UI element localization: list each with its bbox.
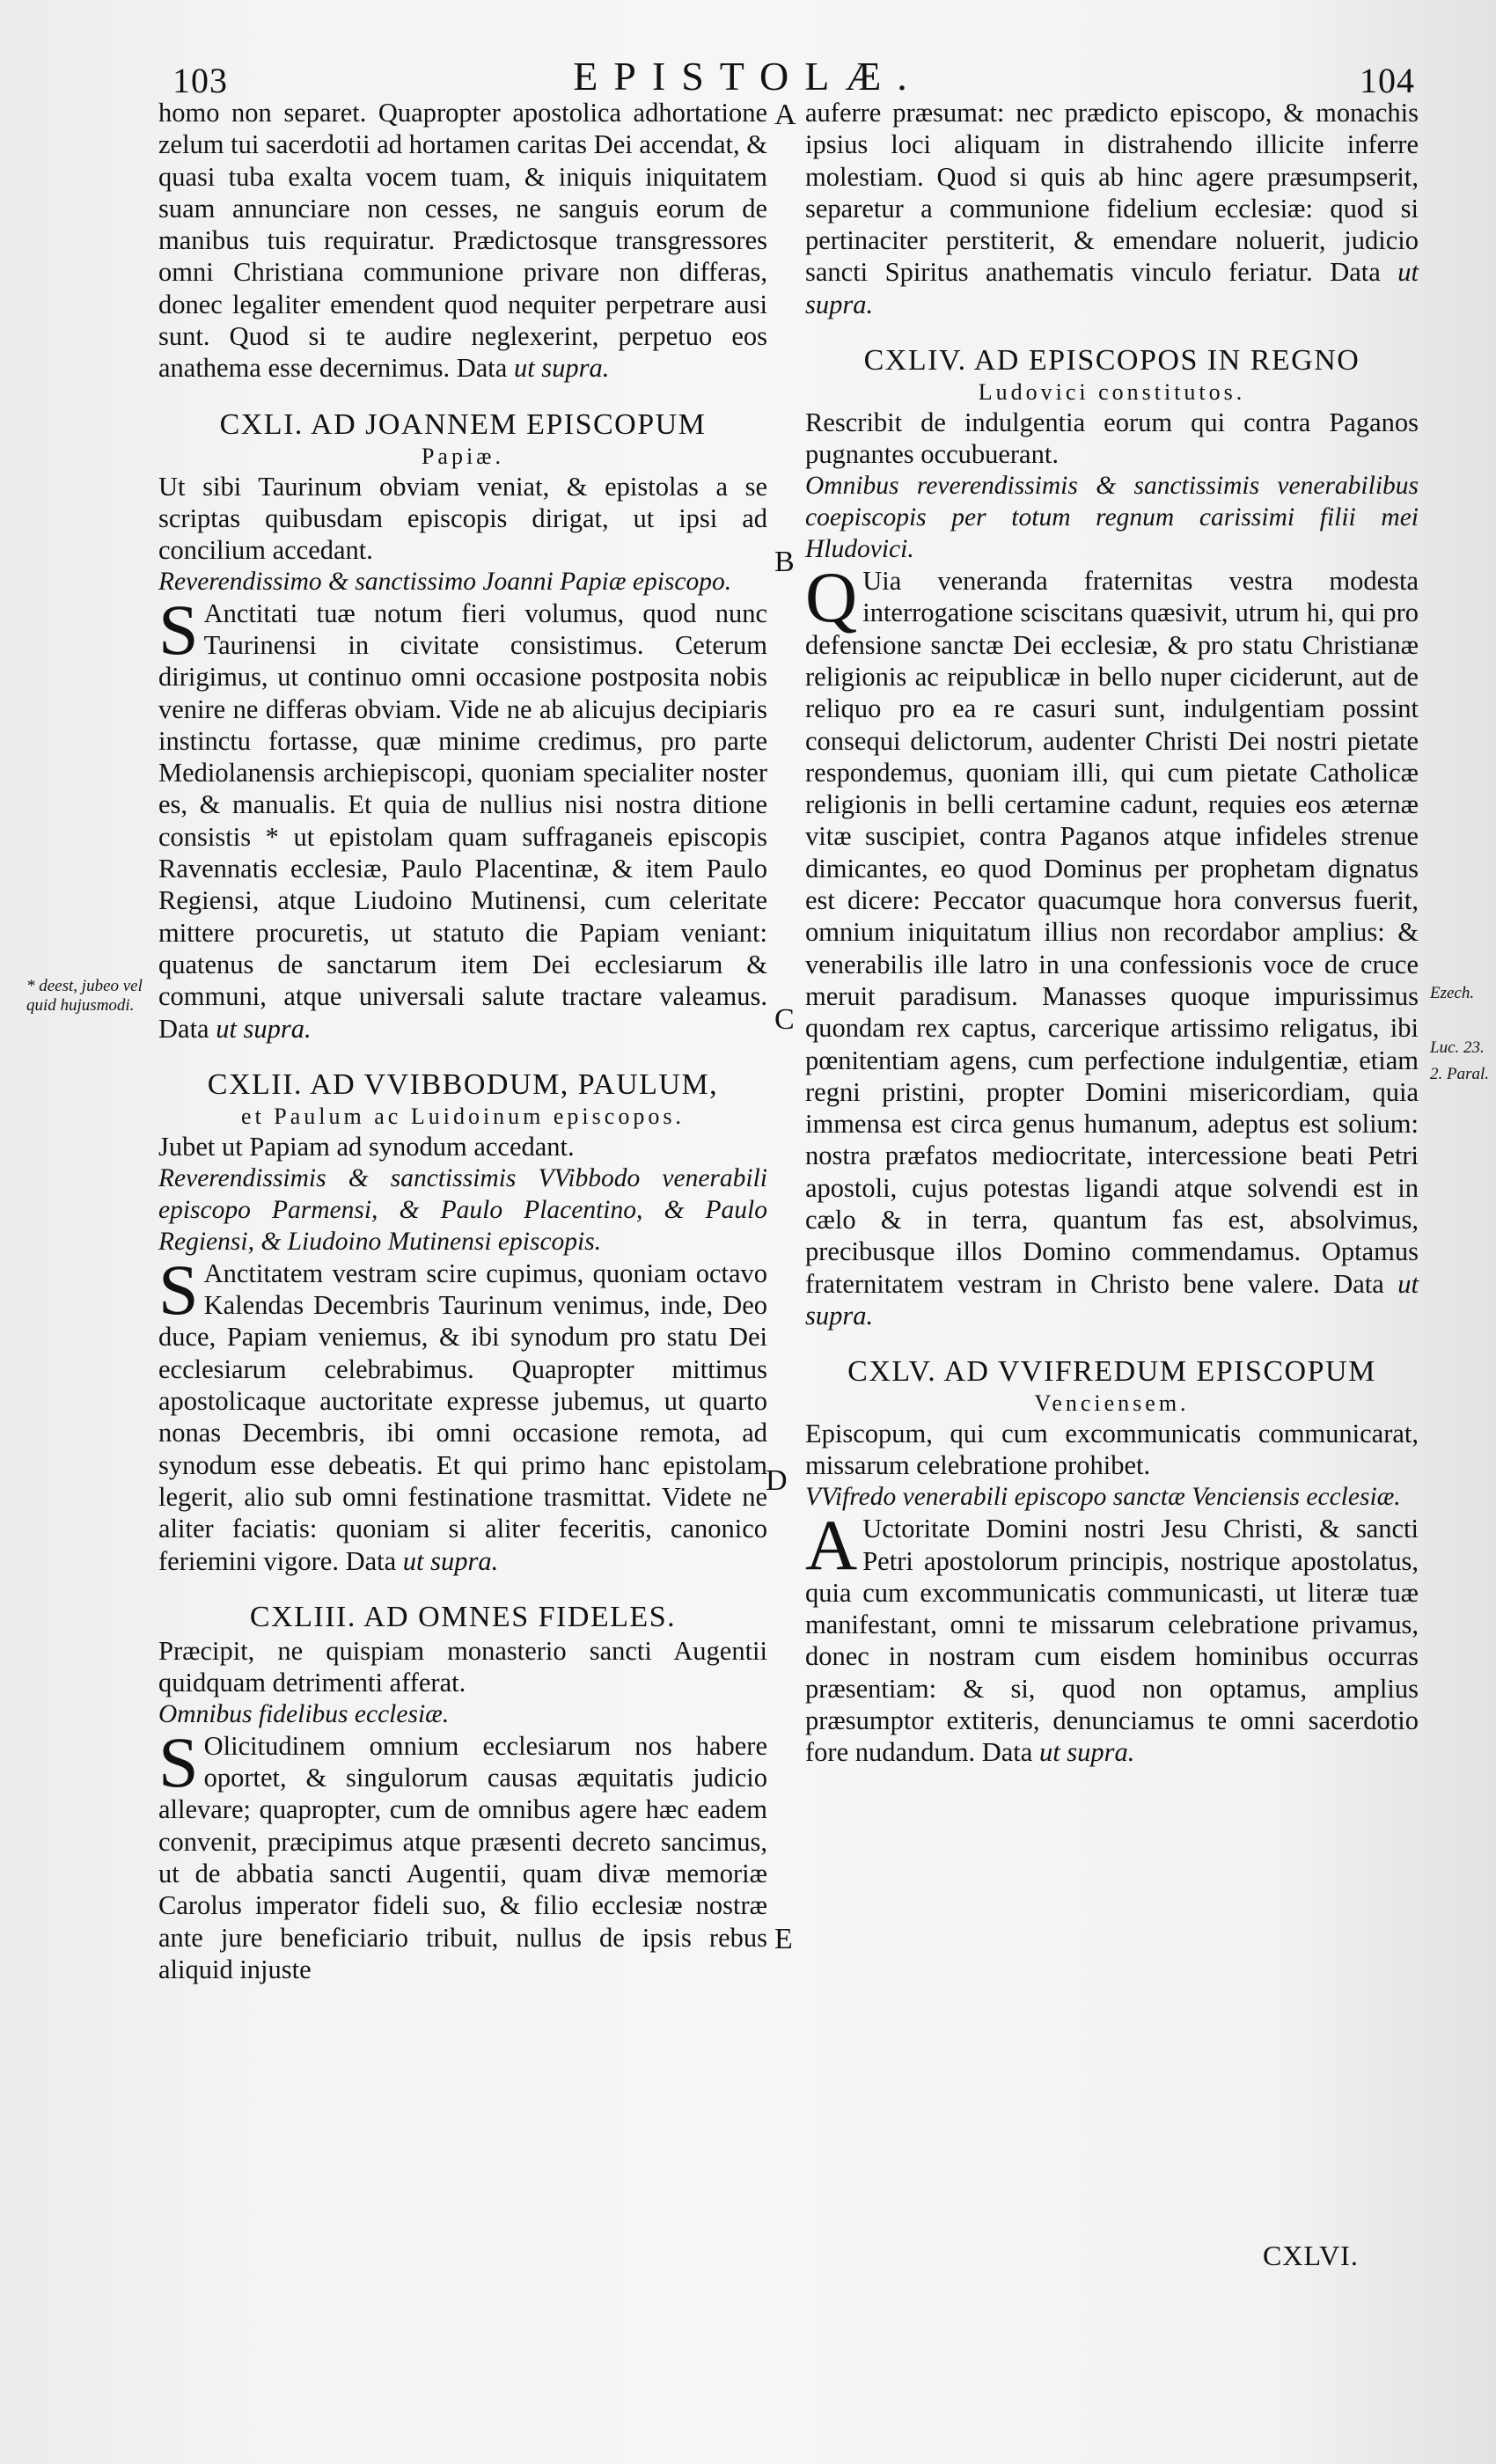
page-number-right: 104 xyxy=(1360,61,1415,100)
letter-heading: CXLIV. AD EPISCOPOS IN REGNO Ludovici constitutos. xyxy=(805,343,1419,407)
margin-ref-ezech: Ezech. xyxy=(1430,984,1475,1002)
continued-text: homo non separet. Quapropter apostolica adhortatione zelum tui sacerdotii ad hortamen caritas Dei accendat, & quasi tuba exalta vocem tuam, & iniquis iniquitatem suam annunciare non cesses, ne sanguis eorum de manibus tuis requiratur. Prædictosque transgressores omni Christiana communione privare non differas, donec legaliter emendent quod nequiter perpetrare ausi sunt. Quod si te audire neglexerint, perpetuo eos anathema esse decernimus. Data ut supra. xyxy=(158,98,767,384)
letter-body: Q Uia veneranda fraternitas vestra modesta interrogatione sciscitans quæsivit, utrum hi, qui pro defensione sanctæ Dei ecclesiæ, & pro statu Christianæ religionis ac reipublicæ in bello nuper ciciderunt, aut de reliquo pro ea re casuri sunt, indulgentiam possint consequi delictorum, audenter Christi Dei nostri pietate respondemus, quoniam illi, qui cum pietate Catholicæ religionis in belli certamine cadunt, requies eos æternæ vitæ suscipiet, contra Paganos atque infideles strenue dimicantes, eo quod Dominus per prophetam dignatus est dicere: Peccator quacumque hora conversus fuerit, omnium iniquitatum illius non recordabor amplius: & venerabilis ille latro in una confessionis voce de cruce meruit paradisum. Manasses quoque impurissimus quondam rex captus, carcerique artissimo religatus, ibi pœnitentiam agens, cum perfectione indulgentiæ, etiam regni pristini, propter Domini misericordiam, quia immensa est circa genus humanum, adeptus est solium: nostra præfatos mediocritate, intercessione beati Petri apostoli, cujus potestas ligandi atque solvendi est in cælo & in terra, quantum fas est, absolvimus, precibusque illos Domino commendamus. Optamus fraternitatem vestram in Christo bene valere. Data ut supra. xyxy=(805,557,1419,1331)
data-formula: ut supra. xyxy=(805,257,1419,319)
letter-heading: CXLI. AD JOANNEM EPISCOPUM Papiæ. xyxy=(158,407,767,471)
drop-cap: S xyxy=(158,1721,199,1802)
drop-cap: S xyxy=(158,1249,199,1330)
section-letter-a: A xyxy=(774,99,796,131)
section-letter-d: D xyxy=(766,1464,788,1497)
letter-subheading: Ludovici constitutos. xyxy=(978,379,1246,406)
letter-summary: Jubet ut Papiam ad synodum accedant. xyxy=(158,1131,575,1162)
data-formula: ut supra. xyxy=(402,1545,499,1576)
letter-subheading: Venciensem. xyxy=(1034,1390,1190,1417)
letter-address: Reverendissimo & sanctissimo Joanni Papiæ episcopo. xyxy=(158,567,732,596)
margin-note: * deest, jubeo vel quid hujusmodi. xyxy=(26,977,143,1015)
letter-body: S Anctitatem vestram scire cupimus, quoniam octavo Kalendas Decembris Taurinum venimus, inde, Deo duce, Papiam veniemus, & ibi synodum pro statu Dei ecclesiarum celebrabimus. Quapropter mittimus apostolicaque auctoritate expresse jubemus, ut quarto nonas Decembris, ibi omni occasione remota, ad synodum esse debeatis. Et qui primo hanc epistolam legerit, alio sub omni festinatione trasmittat. Videte ne aliter faciatis: quoniam si aliter feceritis, canonico feriemini vigore. Data ut supra. xyxy=(158,1249,767,1576)
margin-ref-paral: 2. Paral. xyxy=(1430,1065,1490,1083)
page-number-left: 103 xyxy=(172,61,228,100)
letter-cxliii xyxy=(158,1600,767,1985)
left-column xyxy=(158,97,767,1985)
letter-heading: CXLV. AD VVIFREDUM EPISCOPUM Venciensem. xyxy=(805,1354,1419,1418)
data-formula: ut supra. xyxy=(1038,1737,1135,1768)
catchword: CXLVI. xyxy=(1263,2240,1359,2271)
letter-summary: Ut sibi Taurinum obviam veniat, & epistolas a se scriptas quibusdam episcopis dirigat, ut ipsi ad concilium accedant. xyxy=(158,471,767,565)
data-formula: ut supra. xyxy=(805,1268,1419,1331)
continued-text: auferre præsumat: nec prædicto episcopo, & monachis ipsius loci aliquam in distrahendo illicite inferre molestiam. Quod si quis ab hinc agere præsumpserit, separetur a communione fidelium ecclesiæ: quod si pertinaciter perstiterit, & emendare noluerit, judicio sancti Spiritus anathematis vinculo feriatur. Data ut supra. xyxy=(805,98,1419,319)
letter-cxlv xyxy=(805,1354,1419,1768)
letter-body: S Olicitudinem omnium ecclesiarum nos habere oportet, & singulorum causas æquitatis judicio allevare; quapropter, cum de omnibus agere hæc eadem convenit, præcipimus atque præsenti decreto sancimus, ut de abbatia sancti Augentii, quam divæ memoriæ Carolus imperator fideli suo, & filio ecclesiæ nostræ ante jure beneficiario tribuit, nullus de ipsis rebus aliquid injuste xyxy=(158,1721,767,1984)
letter-address: VVifredo venerabili episcopo sanctæ Venciensis ecclesiæ. xyxy=(805,1483,1401,1512)
drop-cap: A xyxy=(805,1505,858,1586)
letter-cxliv xyxy=(805,343,1419,1331)
letter-summary: Episcopum, qui cum excommunicatis communicarat, missarum celebratione prohibet. xyxy=(805,1419,1419,1481)
margin-ref-luc: Luc. 23. xyxy=(1430,1038,1485,1057)
data-formula: ut supra. xyxy=(513,353,610,384)
drop-cap: S xyxy=(158,589,199,670)
letter-cxlii xyxy=(158,1067,767,1577)
letter-cxli xyxy=(158,407,767,1045)
drop-cap: Q xyxy=(805,557,858,638)
letter-body: S Anctitati tuæ notum fieri volumus, quod nunc Taurinensi in civitate consistimus. Ceterum dirigimus, ut continuo omni occasione postposita nobis venire ne differas obviam. Vide ne ab alicujus decipiaris instinctu fortasse, quæ minime credimus, pro parte Mediolanensis archiepiscopi, quoniam specialiter noster es, & manualis. Et quia de nullius nisi nostra ditione consistis * ut epistolam quam suffraganeis episcopis Ravennatis ecclesiæ, Paulo Placentinæ, & item Paulo Regiensi, atque Liudoino Mutinensi, cum celeritate mittere procuretis, ut statuto die Papiam veniant: quatenus de sanctarum item Dei ecclesiarum & communi, atque universali salute tractare valeamus. Data ut supra. xyxy=(158,589,767,1044)
letter-heading: CXLII. AD VVIBBODUM, PAULUM, et Paulum ac Luidoinum episcopos. xyxy=(158,1067,767,1131)
section-letter-b: B xyxy=(774,546,795,578)
letter-subheading: Papiæ. xyxy=(421,443,505,469)
letter-body: A Uctoritate Domini nostri Jesu Christi, & sancti Petri apostolorum principis, nostrique apostolatus, quia cum excommunicatis communicasti, ut literæ tuæ manifestant, omni te missarum celebratione privamus, donec in nostram cum eisdem hominibus occurras præsentiam: & si, quod non optamus, amplius præsumptor extiteris, denunciamus te omni sacerdotio fore nudandum. Data ut supra. xyxy=(805,1505,1419,1768)
section-letter-e: E xyxy=(774,1923,793,1955)
letter-subheading: et Paulum ac Luidoinum episcopos. xyxy=(241,1103,685,1129)
running-title: EPISTOLÆ. xyxy=(573,54,923,99)
letter-summary: Præcipit, ne quispiam monasterio sancti Augentii quidquam detrimenti afferat. xyxy=(158,1635,767,1698)
right-column xyxy=(805,97,1419,1769)
letter-address: Omnibus reverendissimis & sanctissimis venerabilibus coepiscopis per totum regnum carissimi filii mei Hludovici. xyxy=(805,472,1419,564)
data-formula: ut supra. xyxy=(216,1013,312,1044)
section-letter-c: C xyxy=(774,1003,795,1036)
letter-heading: CXLIII. AD OMNES FIDELES. xyxy=(249,1600,677,1633)
letter-address: Reverendissimis & sanctissimis VVibbodo venerabili episcopo Parmensi, & Paulo Placentino, & Paulo Regiensi, & Liudoino Mutinensi episcopis. xyxy=(158,1163,767,1256)
letter-address: Omnibus fidelibus ecclesiæ. xyxy=(158,1699,450,1728)
letter-summary: Rescribit de indulgentia eorum qui contra Paganos pugnantes occubuerant. xyxy=(805,407,1419,470)
